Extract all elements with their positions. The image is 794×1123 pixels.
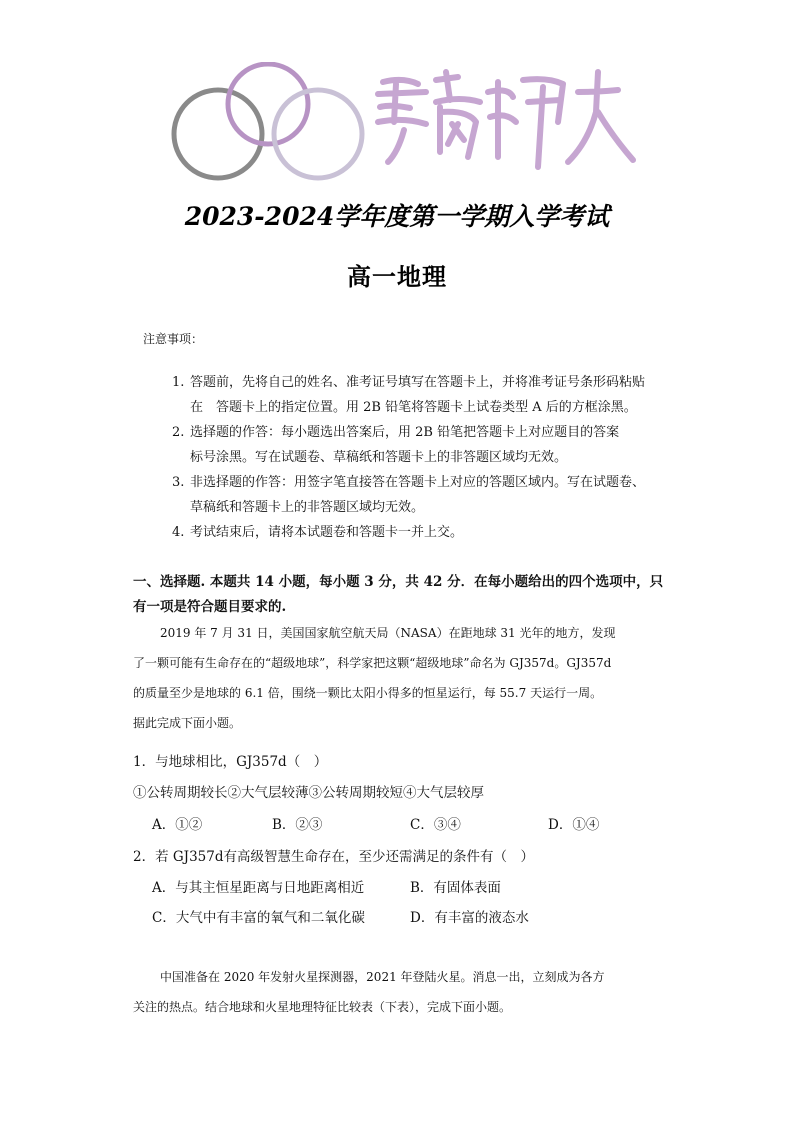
question-1-option-b[interactable]: B．②③: [272, 817, 323, 833]
section-heading-line: 有一项是符合题目要求的.: [133, 599, 287, 615]
notice-item-number: 3.: [172, 475, 185, 490]
notice-item-text: 答题前，先将自己的姓名、准考证号填写在答题卡上，并将准考证号条形码粘贴: [190, 375, 646, 390]
notice-item-number: 2.: [172, 425, 185, 440]
logo-graphic: [168, 62, 638, 182]
question-1-stem: 1．与地球相比，GJ357d（ ）: [133, 754, 328, 770]
question-2-option-c[interactable]: C．大气中有丰富的氧气和二氧化碳: [152, 910, 365, 926]
passage-line: 据此完成下面小题。: [133, 716, 242, 730]
section-heading: [133, 570, 673, 620]
notice-list: [172, 370, 672, 545]
notice-heading: 注意事项：: [143, 332, 204, 346]
question-1-option-c[interactable]: C．③④: [410, 817, 461, 833]
notice-item-text: 考试结束后，请将本试题卷和答题卡一并上交。: [190, 525, 464, 540]
notice-item: [172, 520, 672, 545]
school-logo: [168, 62, 638, 182]
exam-subtitle: 高一地理: [347, 262, 447, 291]
passage-line: 的质量至少是地球的 6.1 倍，围绕一颗比太阳小得多的恒星运行，每 55.7 天运行一周。: [133, 686, 603, 700]
passage-line: 2019 年 7 月 31 日，美国国家航空航天局（NASA）在距地球 31 光年的地方，发现: [160, 626, 616, 640]
notice-item-text: 非选择题的作答：用签字笔直接答在答题卡上对应的答题区域内。写在试题卷、: [190, 475, 646, 490]
notice-item-text-continued: 在 答题卡上的指定位置。用 2B 铅笔将答题卡上试卷类型 A 后的方框涂黑。: [190, 400, 637, 415]
passage-line: 关注的热点。结合地球和火星地理特征比较表（下表），完成下面小题。: [133, 1000, 512, 1014]
question-2-stem: 2．若 GJ357d有高级智慧生命存在，至少还需满足的条件有（ ）: [133, 849, 534, 865]
notice-item-text-continued: 草稿纸和答题卡上的非答题区域均无效。: [190, 500, 425, 515]
section-heading-line: 一、选择题. 本题共 14 小题，每小题 3 分，共 42 分．在每小题给出的四个选项中，只: [133, 574, 664, 590]
notice-item-text: 选择题的作答：每小题选出答案后，用 2B 铅笔把答题卡上对应题目的答案: [190, 425, 620, 440]
logo-ring-light: [274, 90, 362, 178]
reading-passage: [133, 618, 678, 738]
notice-item-number: 4.: [172, 525, 185, 540]
passage-line: 了一颗可能有生命存在的“超级地球”，科学家把这颗“超级地球”命名为 GJ357d。GJ357d: [133, 656, 612, 670]
notice-item-number: 1.: [172, 375, 185, 390]
logo-script: [378, 72, 633, 167]
question-2-option-b[interactable]: B．有固体表面: [410, 880, 501, 896]
reading-passage-2: [133, 962, 678, 1022]
notice-item-text-continued: 标号涂黑。写在试题卷、草稿纸和答题卡上的非答题区域均无效。: [190, 450, 568, 465]
logo-ring-gray: [174, 90, 262, 178]
notice-item: [172, 420, 672, 470]
question-1-option-d[interactable]: D．①④: [548, 817, 600, 833]
logo-ring-purple: [228, 64, 308, 144]
question-1-statements: ①公转周期较长②大气层较薄③公转周期较短④大气层较厚: [133, 785, 484, 801]
notice-item: [172, 470, 672, 520]
passage-line: 中国准备在 2020 年发射火星探测器，2021 年登陆火星。消息一出，立刻成为各方: [160, 970, 605, 984]
question-2-option-d[interactable]: D．有丰富的液态水: [410, 910, 529, 926]
question-1-option-a[interactable]: A．①②: [152, 817, 203, 833]
exam-title: 2023-2024学年度第一学期入学考试: [184, 202, 610, 231]
notice-item: [172, 370, 672, 420]
question-2-option-a[interactable]: A．与其主恒星距离与日地距离相近: [152, 880, 365, 896]
